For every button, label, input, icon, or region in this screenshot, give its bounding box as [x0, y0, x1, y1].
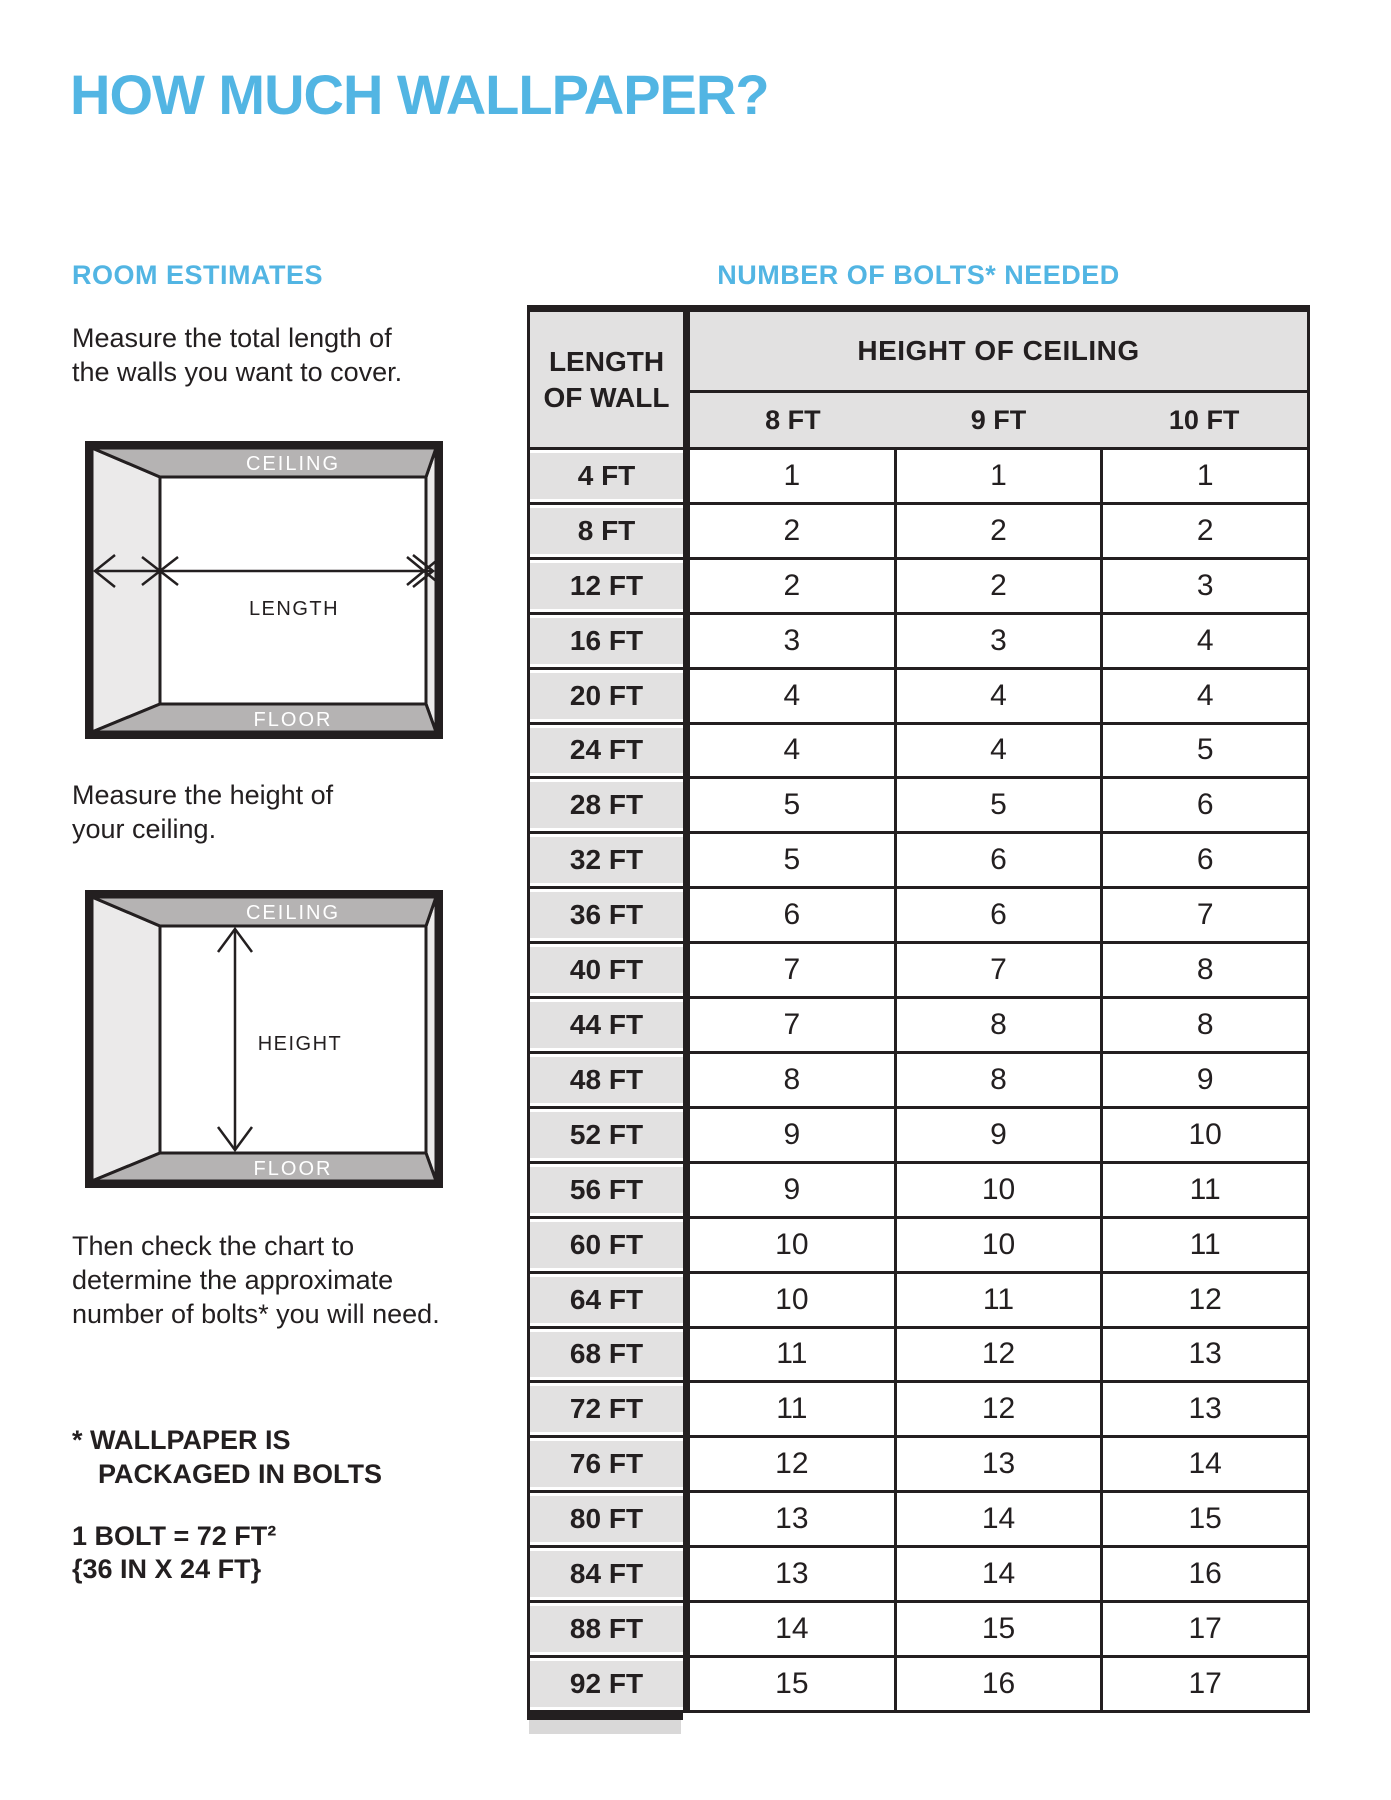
bolt-count-cell: 6: [683, 889, 894, 941]
ceiling-label: CEILING: [245, 453, 341, 475]
bolt-count-cell: 9: [1100, 1054, 1307, 1106]
table-row: [530, 450, 1307, 505]
table-row: [530, 1383, 1307, 1438]
table-row: [530, 1603, 1307, 1658]
text-line: OF WALL: [543, 381, 670, 413]
section-heading-bolts-needed: NUMBER OF BOLTS* NEEDED: [717, 260, 1120, 290]
table-row: [530, 1493, 1307, 1548]
bolt-count-cell: 8: [894, 999, 1101, 1051]
table-row: [530, 834, 1307, 889]
row-length-label: 8 FT: [530, 505, 683, 557]
text-line: Then check the chart to: [72, 1231, 355, 1261]
bolt-count-cell: 12: [1100, 1274, 1307, 1326]
bolt-count-cell: 5: [1100, 725, 1307, 777]
bolt-count-cell: 12: [894, 1329, 1101, 1381]
table-bottom-border: [527, 1712, 683, 1720]
bolt-count-cell: 16: [1100, 1548, 1307, 1600]
left-wall: [92, 897, 160, 1181]
bolt-count-cell: 8: [1100, 999, 1307, 1051]
bolt-count-cell: 10: [683, 1274, 894, 1326]
bolt-count-cell: 4: [1100, 615, 1307, 667]
bolts-needed-table: [527, 305, 1310, 1713]
table-row: [530, 1054, 1307, 1109]
text-line: your ceiling.: [72, 814, 217, 844]
section-heading-room-estimates: ROOM ESTIMATES: [72, 260, 324, 290]
bolt-count-cell: 17: [1100, 1658, 1307, 1710]
floor-label: FLOOR: [253, 1158, 333, 1180]
text-line: * WALLPAPER IS: [72, 1425, 291, 1455]
table-row: [530, 944, 1307, 999]
bolt-count-cell: 3: [1100, 560, 1307, 612]
bolt-count-cell: 11: [1100, 1164, 1307, 1216]
table-row: [530, 560, 1307, 615]
height-label: HEIGHT: [257, 1033, 343, 1055]
row-length-label: 32 FT: [530, 834, 683, 886]
row-length-label: 68 FT: [530, 1329, 683, 1381]
instruction-measure-height: [72, 778, 333, 846]
bolt-count-cell: 12: [894, 1383, 1101, 1435]
row-length-label: 76 FT: [530, 1438, 683, 1490]
text-line: the walls you want to cover.: [72, 357, 403, 387]
instruction-measure-length: [72, 321, 402, 389]
table-row: [530, 1548, 1307, 1603]
row-length-label: 84 FT: [530, 1548, 683, 1600]
col-header-10ft: 10 FT: [1168, 404, 1240, 435]
bolt-count-cell: 4: [1100, 670, 1307, 722]
bolt-count-cell: 9: [894, 1109, 1101, 1161]
table-row: [530, 725, 1307, 780]
bolt-count-cell: 2: [683, 505, 894, 557]
table-row: [530, 1219, 1307, 1274]
bolt-count-cell: 6: [1100, 834, 1307, 886]
table-row: [530, 889, 1307, 944]
bolt-count-cell: 4: [683, 670, 894, 722]
table-header: [530, 312, 1307, 450]
text-line: Measure the height of: [72, 780, 334, 810]
bolt-count-cell: 14: [1100, 1438, 1307, 1490]
row-length-label: 44 FT: [530, 999, 683, 1051]
table-body: [530, 450, 1307, 1710]
back-wall: [160, 477, 426, 704]
table-row: [530, 1329, 1307, 1384]
table-shadow: [529, 1720, 681, 1734]
bolt-count-cell: 3: [894, 615, 1101, 667]
bolt-count-cell: 13: [1100, 1383, 1307, 1435]
floor-label: FLOOR: [253, 709, 333, 731]
table-row: [530, 1274, 1307, 1329]
wallpaper-bolts-footnote: [72, 1423, 382, 1491]
table-row: [530, 1438, 1307, 1493]
bolt-count-cell: 1: [1100, 450, 1307, 502]
room-height-diagram: [85, 890, 443, 1188]
row-length-label: 88 FT: [530, 1603, 683, 1655]
bolt-count-cell: 14: [683, 1603, 894, 1655]
ceiling-label: CEILING: [245, 902, 341, 924]
bolt-count-cell: 15: [1100, 1493, 1307, 1545]
bolt-count-cell: 7: [683, 999, 894, 1051]
row-length-label: 48 FT: [530, 1054, 683, 1106]
bolt-count-cell: 10: [683, 1219, 894, 1271]
sub-header-row: [690, 393, 1307, 450]
bolt-count-cell: 11: [683, 1383, 894, 1435]
table-row: [530, 779, 1307, 834]
bolt-count-cell: 16: [894, 1658, 1101, 1710]
row-length-label: 52 FT: [530, 1109, 683, 1161]
bolt-count-cell: 9: [683, 1109, 894, 1161]
bolt-count-cell: 4: [894, 725, 1101, 777]
bolt-count-cell: 14: [894, 1548, 1101, 1600]
bolt-count-cell: 5: [683, 779, 894, 831]
row-length-label: 12 FT: [530, 560, 683, 612]
row-length-label: 28 FT: [530, 779, 683, 831]
row-length-label: 4 FT: [530, 450, 683, 502]
row-length-label: 64 FT: [530, 1274, 683, 1326]
bolt-count-cell: 11: [683, 1329, 894, 1381]
row-length-label: 24 FT: [530, 725, 683, 777]
bolt-count-cell: 6: [894, 834, 1101, 886]
bolt-count-cell: 4: [683, 725, 894, 777]
row-length-label: 40 FT: [530, 944, 683, 996]
bolt-count-cell: 13: [683, 1493, 894, 1545]
bolt-count-cell: 7: [1100, 889, 1307, 941]
col-header-8ft: 8 FT: [765, 404, 821, 435]
bolt-count-cell: 6: [894, 889, 1101, 941]
table-row: [530, 999, 1307, 1054]
text-line: number of bolts* you will need.: [72, 1299, 440, 1329]
bolt-count-cell: 9: [683, 1164, 894, 1216]
bolt-count-cell: 3: [683, 615, 894, 667]
row-length-label: 60 FT: [530, 1219, 683, 1271]
bolt-count-cell: 2: [894, 560, 1101, 612]
bolt-count-cell: 10: [1100, 1109, 1307, 1161]
bolt-count-cell: 10: [894, 1164, 1101, 1216]
row-length-label: 56 FT: [530, 1164, 683, 1216]
table-row: [530, 1658, 1307, 1710]
col-header-length-of-wall: [530, 312, 683, 450]
bolt-count-cell: 11: [894, 1274, 1101, 1326]
text-line: Measure the total length of: [72, 323, 392, 353]
page-title: HOW MUCH WALLPAPER?: [70, 63, 769, 126]
bolt-count-cell: 7: [894, 944, 1101, 996]
row-length-label: 16 FT: [530, 615, 683, 667]
table-row: [530, 670, 1307, 725]
row-length-label: 80 FT: [530, 1493, 683, 1545]
bolt-count-cell: 5: [894, 779, 1101, 831]
bolt-count-cell: 2: [683, 560, 894, 612]
bolt-count-cell: 7: [683, 944, 894, 996]
bolt-count-cell: 15: [683, 1658, 894, 1710]
bolt-count-cell: 1: [683, 450, 894, 502]
bolt-count-cell: 13: [683, 1548, 894, 1600]
table-row: [530, 505, 1307, 560]
bolt-count-cell: 14: [894, 1493, 1101, 1545]
text-line: determine the approximate: [72, 1265, 394, 1295]
room-length-diagram: [85, 441, 443, 739]
row-length-label: 20 FT: [530, 670, 683, 722]
length-label: LENGTH: [248, 598, 340, 620]
bolt-count-cell: 15: [894, 1603, 1101, 1655]
text-line: PACKAGED IN BOLTS: [98, 1459, 383, 1489]
bolt-count-cell: 8: [683, 1054, 894, 1106]
bolt-count-cell: 10: [894, 1219, 1101, 1271]
bolt-count-cell: 6: [1100, 779, 1307, 831]
row-length-label: 92 FT: [530, 1658, 683, 1710]
row-length-label: 72 FT: [530, 1383, 683, 1435]
text-line: 1 BOLT = 72 FT²: [72, 1521, 277, 1551]
bolt-count-cell: 2: [894, 505, 1101, 557]
bolt-count-cell: 2: [1100, 505, 1307, 557]
row-length-label: 36 FT: [530, 889, 683, 941]
instruction-check-chart: [72, 1229, 440, 1331]
bolt-count-cell: 17: [1100, 1603, 1307, 1655]
bolt-count-cell: 4: [894, 670, 1101, 722]
col-header-9ft: 9 FT: [970, 404, 1027, 435]
bolt-count-cell: 13: [894, 1438, 1101, 1490]
text-line: {36 IN X 24 FT}: [72, 1554, 262, 1584]
bolt-count-cell: 8: [1100, 944, 1307, 996]
bolt-count-cell: 11: [1100, 1219, 1307, 1271]
text-line: LENGTH: [548, 345, 665, 377]
bolt-count-cell: 12: [683, 1438, 894, 1490]
bolt-count-cell: 8: [894, 1054, 1101, 1106]
bolt-count-cell: 13: [1100, 1329, 1307, 1381]
col-header-height-of-ceiling: HEIGHT OF CEILING: [690, 312, 1307, 393]
left-wall: [92, 448, 160, 732]
header-right-block: [683, 312, 1307, 450]
bolt-count-cell: 5: [683, 834, 894, 886]
bolt-count-cell: 1: [894, 450, 1101, 502]
table-row: [530, 1109, 1307, 1164]
table-row: [530, 1164, 1307, 1219]
table-row: [530, 615, 1307, 670]
bolt-equivalence-note: [72, 1520, 276, 1586]
